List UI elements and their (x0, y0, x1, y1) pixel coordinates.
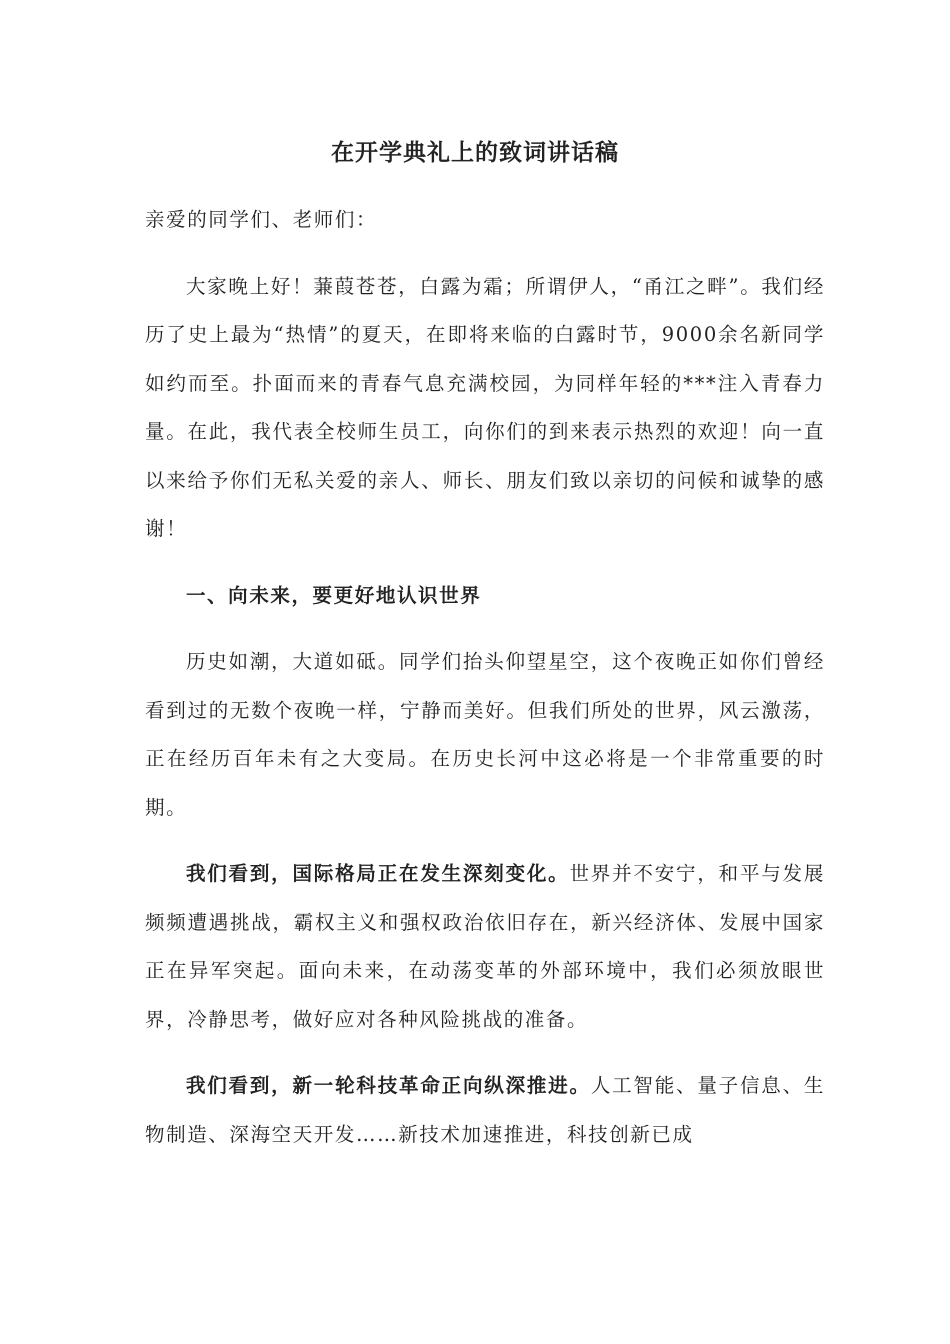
document-body (145, 196, 825, 1159)
paragraph-lead: 我们看到，新一轮科技革命正向纵深推进。 (185, 1074, 591, 1097)
document-title: 在开学典礼上的致词讲话稿 (331, 139, 619, 166)
section-heading: 一、向未来，要更好地认识世界 (185, 583, 482, 607)
salutation: 亲爱的同学们、老师们： (145, 208, 378, 231)
paragraph-history: 历史如潮，大道如砥。同学们抬头仰望星空，这个夜晚正如你们曾经看到过的无数个夜晚一样，宁静而美好。但我们所处的世界，风云激荡，正在经历百年未有之大变局。在历史长河中这必将是一个非常重要的时期。 (145, 650, 825, 819)
paragraph-greeting: 大家晚上好！蒹葭苍苍，白露为霜；所谓伊人，“甬江之畔”。我们经历了史上最为“热情”的夏天，在即将来临的白露时节，9000余名新同学如约而至。扑面而来的青春气息充满校园，为同样年轻的***注入青春力量。在此，我代表全校师生员工，向你们的到来表示热烈的欢迎！向一直以来给予你们无私关爱的亲人、师长、朋友们致以亲切的问候和诚挚的感谢！ (145, 274, 825, 540)
paragraph-body: 人工智能、量子信息、生物制造、深海空天开发……新技术加速推进，科技创新已成 (145, 1074, 825, 1146)
paragraph-technology (145, 1062, 825, 1159)
paragraph-international (145, 850, 825, 1044)
paragraph-body: 世界并不安宁，和平与发展频频遭遇挑战，霸权主义和强权政治依旧存在，新兴经济体、发展中国家正在异军突起。面向未来，在动荡变革的外部环境中，我们必须放眼世界，冷静思考，做好应对各种风险挑战的准备。 (145, 862, 825, 1031)
paragraph-lead: 我们看到，国际格局正在发生深刻变化。 (185, 862, 570, 885)
